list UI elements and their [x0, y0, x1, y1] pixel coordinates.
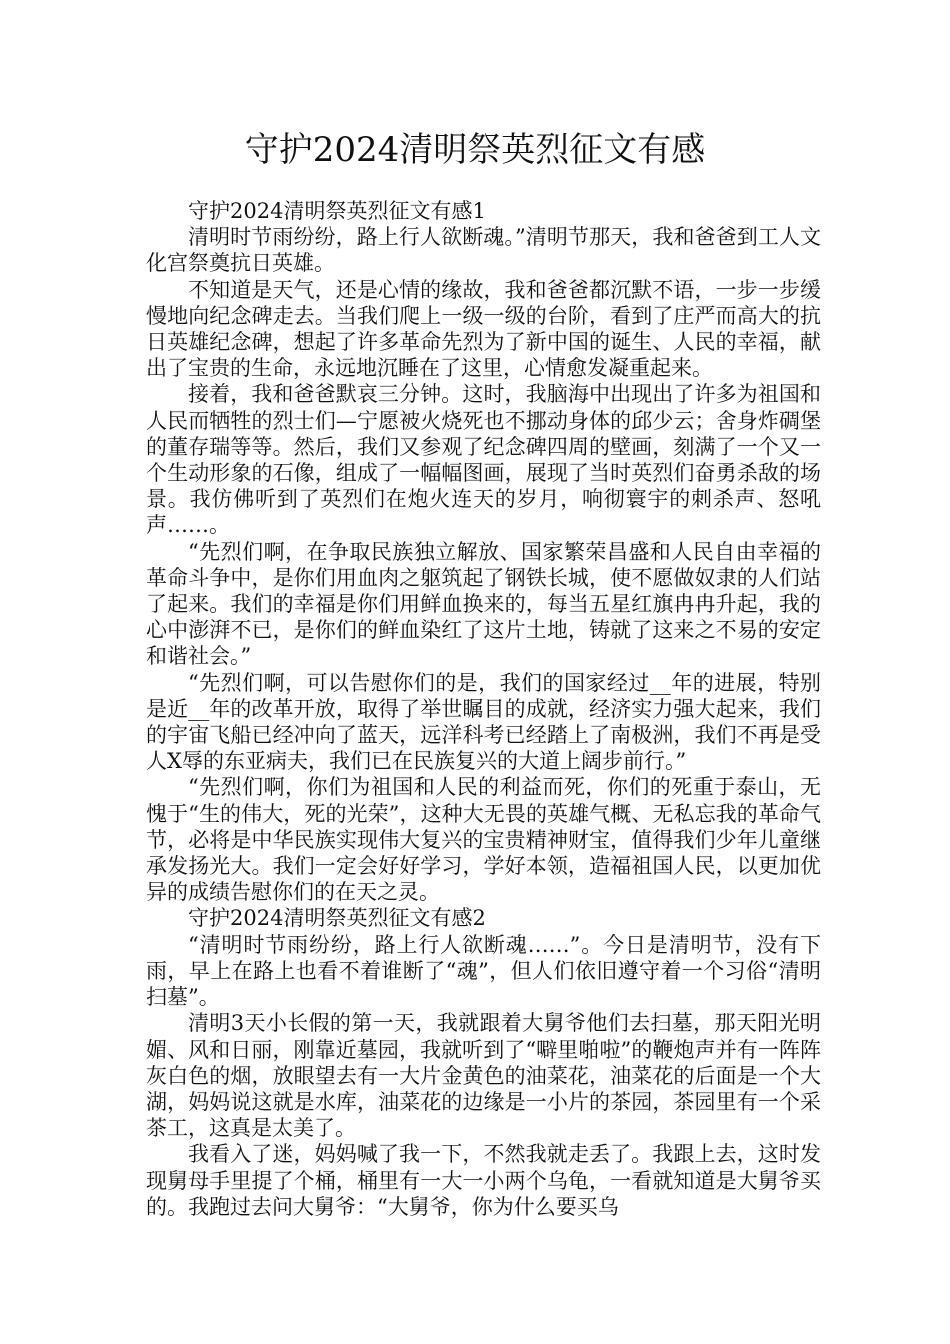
paragraph: 我看入了迷，妈妈喊了我一下，不然我就走丢了。我跟上去，这时发现舅母手里提了个桶，桶里有一大一小两个乌龟，一看就知道是大舅爷买的。我跑过去问大舅爷：“大舅爷，你为什么要买乌: [146, 1142, 821, 1219]
document-body: [146, 198, 821, 1220]
section-heading: 守护2024清明祭英烈征文有感2: [188, 906, 486, 931]
paragraph: 不知道是天气，还是心情的缘故，我和爸爸都沉默不语，一步一步缓慢地向纪念碑走去。当我们爬上一级一级的台阶，看到了庄严而高大的抗日英雄纪念碑，想起了许多革命先烈为了新中国的诞生、人民的幸福，献出了宝贵的生命，永远地沉睡在了这里，心情愈发凝重起来。: [146, 277, 821, 381]
paragraph: “先烈们啊，你们为祖国和人民的利益而死，你们的死重于泰山，无愧于“生的伟大，死的光荣”，这种大无畏的英雄气概、无私忘我的革命气节，必将是中华民族实现伟大复兴的宝贵精神财宝，值得我们少年儿童继承发扬光大。我们一定会好好学习，学好本领，造福祖国人民，以更加优异的成绩告慰你们的在天之灵。: [146, 775, 821, 905]
paragraph: 接着，我和爸爸默哀三分钟。这时，我脑海中出现出了许多为祖国和人民而牺牲的烈士们—宁愿被火烧死也不挪动身体的邱少云；舍身炸碉堡的董存瑞等等。然后，我们又参观了纪念碑四周的壁画，刻满了一个又一个生动形象的石像，组成了一幅幅图画，展现了当时英烈们奋勇杀敌的场景。我仿佛听到了英烈们在炮火连天的岁月，响彻寰宇的刺杀声、怒吼声……。: [146, 382, 821, 538]
paragraph: 清明3天小长假的第一天，我就跟着大舅爷他们去扫墓，那天阳光明媚、风和日丽，刚靠近墓园，我就听到了“噼里啪啦”的鞭炮声并有一阵阵灰白色的烟，放眼望去有一大片金黄色的油菜花，油菜花的后面是一个大湖，妈妈说这就是水库，油菜花的边缘是一小片的茶园，茶园里有一个采茶工，这真是太美了。: [146, 1011, 821, 1141]
paragraph: 清明时节雨纷纷，路上行人欲断魂。”清明节那天，我和爸爸到工人文化宫祭奠抗日英雄。: [146, 225, 821, 276]
paragraph: “清明时节雨纷纷，路上行人欲断魂……”。今日是清明节，没有下雨，早上在路上也看不着谁断了“魂”，但人们依旧遵守着一个习俗“清明扫墓”。: [146, 932, 821, 1010]
paragraph: “先烈们啊，可以告慰你们的是，我们的国家经过__年的进展，特别是近__年的改革开放，取得了举世瞩目的成就，经济实力强大起来，我们的宇宙飞船已经冲向了蓝天，远洋科考已经踏上了南极洲，我们不再是受人X辱的东亚病夫，我们已在民族复兴的大道上阔步前行。”: [146, 670, 821, 774]
paragraph: “先烈们啊，在争取民族独立解放、国家繁荣昌盛和人民自由幸福的革命斗争中，是你们用血肉之躯筑起了钢铁长城，使不愿做奴隶的人们站了起来。我们的幸福是你们用鲜血换来的，每当五星红旗冉冉升起，我的心中澎湃不已，是你们的鲜血染红了这片土地，铸就了这来之不易的安定和谐社会。”: [146, 539, 821, 669]
section-heading: 守护2024清明祭英烈征文有感1: [188, 199, 486, 223]
document-title: 守护2024清明祭英烈征文有感: [244, 130, 706, 170]
